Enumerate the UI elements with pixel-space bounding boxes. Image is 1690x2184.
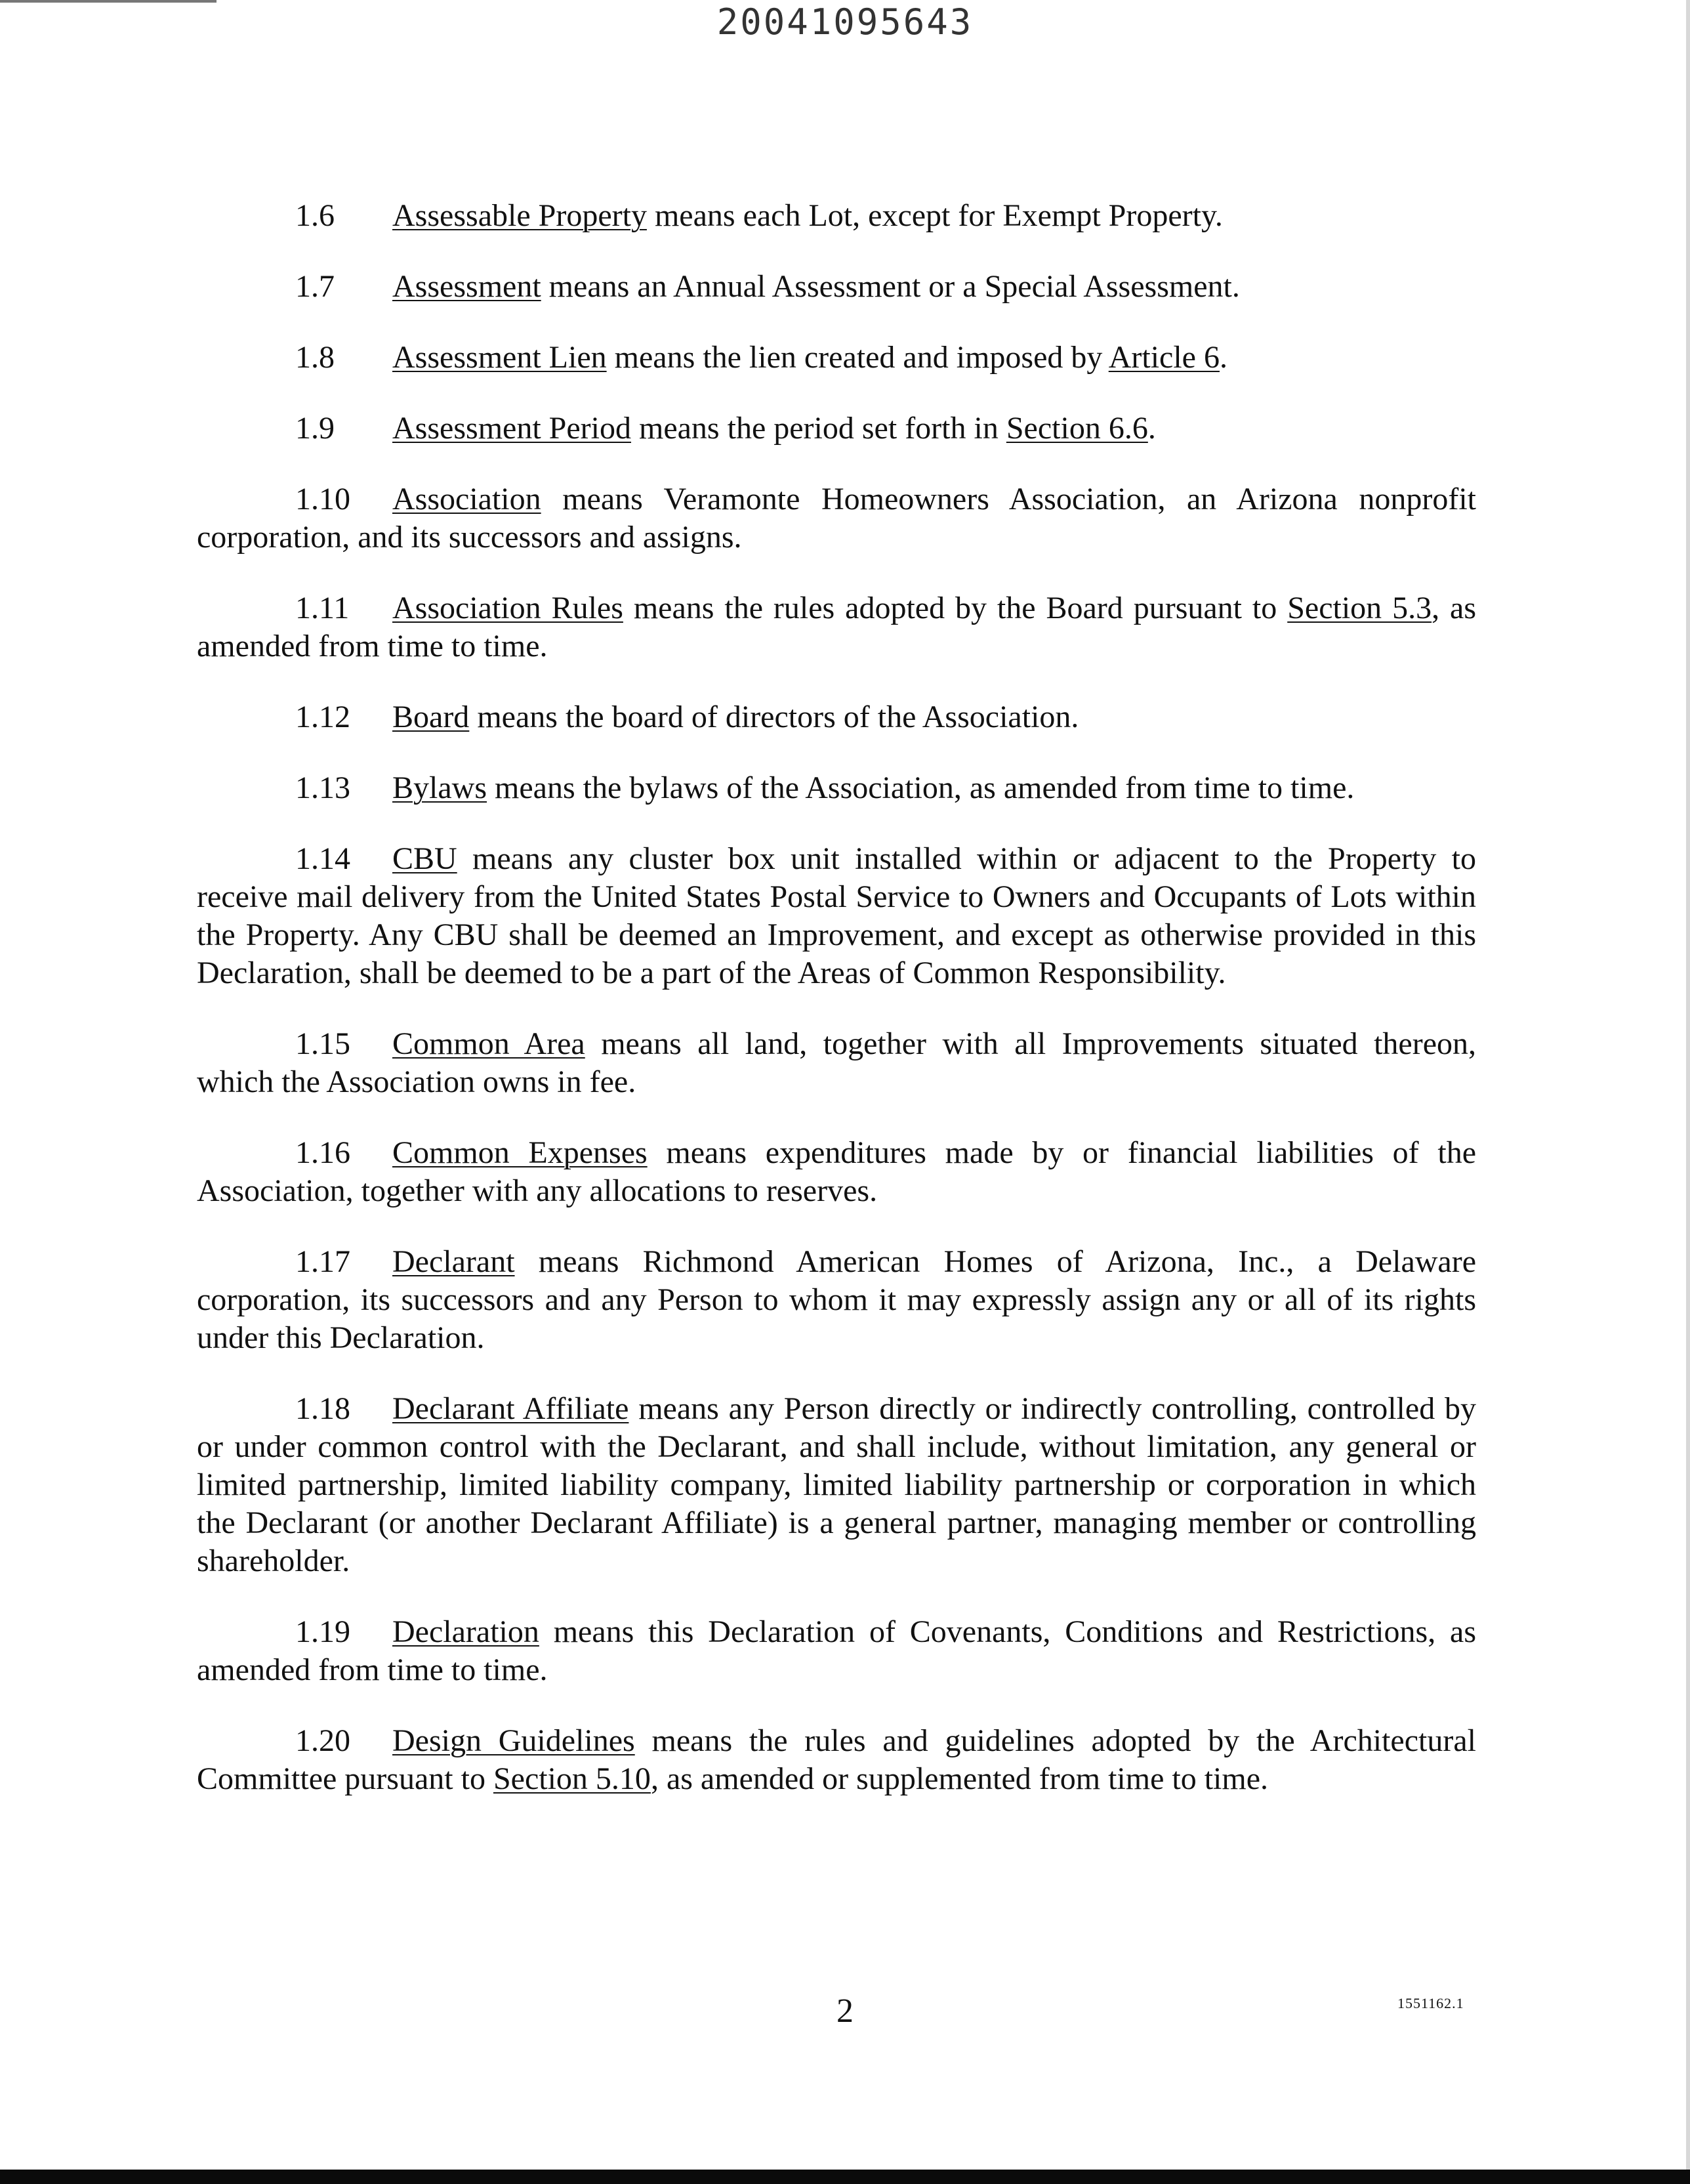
defined-term: Declarant — [392, 1244, 515, 1279]
section-number: 1.6 — [295, 198, 335, 233]
defined-term: Common Expenses — [392, 1135, 648, 1170]
definition-text: means the rules adopted by the Board pursuant to — [623, 591, 1288, 625]
section-number: 1.12 — [295, 700, 350, 734]
cross-reference: Section 6.6 — [1006, 411, 1148, 446]
definition-1-12 — [197, 698, 1476, 736]
definition-1-8 — [197, 339, 1476, 377]
definition-1-17 — [197, 1243, 1476, 1357]
definition-1-15 — [197, 1025, 1476, 1101]
section-number: 1.9 — [295, 411, 335, 446]
definition-1-7 — [197, 268, 1476, 306]
definition-text: means this Declaration of Covenants, Conditions and Restrictions, as amended from time to time. — [197, 1614, 1476, 1687]
page-number: 2 — [836, 1992, 854, 2030]
defined-term: Common Area — [392, 1026, 585, 1061]
section-number: 1.20 — [295, 1723, 350, 1758]
scan-edge-bottom — [0, 2170, 1690, 2184]
definition-1-6 — [197, 197, 1476, 235]
cross-reference: Section 5.3 — [1287, 591, 1432, 625]
section-number: 1.13 — [295, 770, 350, 805]
definition-1-20 — [197, 1722, 1476, 1798]
defined-term: Assessable Property — [392, 198, 647, 233]
cross-reference: Article 6 — [1108, 340, 1220, 375]
definition-1-10 — [197, 480, 1476, 556]
definition-text: , as amended or supplemented from time to time. — [650, 1761, 1269, 1796]
section-number: 1.14 — [295, 841, 350, 876]
definition-text: means expenditures made by or financial liabilities of the Association, together with any allocations to reserves. — [197, 1135, 1476, 1208]
defined-term: Assessment Lien — [392, 340, 607, 375]
definition-1-11 — [197, 589, 1476, 665]
defined-term: Design Guidelines — [392, 1723, 635, 1758]
recording-number: 20041095643 — [716, 1, 974, 43]
definition-text: . — [1147, 411, 1156, 446]
section-number: 1.17 — [295, 1244, 350, 1279]
definition-text: means Veramonte Homeowners Association, an Arizona nonprofit corporation, and its successors and assigns. — [197, 482, 1476, 555]
definition-text: means the period set forth in — [630, 411, 1006, 446]
defined-term: Association Rules — [392, 591, 623, 625]
definition-1-13 — [197, 769, 1476, 807]
defined-term: Declarant Affiliate — [392, 1391, 629, 1426]
scan-edge-right — [1686, 0, 1690, 2184]
definition-text: means the bylaws of the Association, as amended from time to time. — [487, 770, 1355, 805]
defined-term: Assessment — [392, 269, 541, 304]
definition-text: means the board of directors of the Association. — [469, 700, 1079, 734]
definition-1-16 — [197, 1134, 1476, 1210]
definition-text: means the rules and guidelines adopted by the Architectural Committee pursuant to — [197, 1723, 1476, 1796]
defined-term: CBU — [392, 841, 457, 876]
definition-text: means any Person directly or indirectly controlling, controlled by or under common control with the Declarant, and shall include, without limitation, any general or limited partnership, limited liability company, limited liability partnership or corporation in which the Declarant (or another Declarant Affiliate) is a general partner, managing member or controlling shareholder. — [197, 1391, 1477, 1578]
section-number: 1.10 — [295, 482, 350, 516]
section-number: 1.11 — [295, 591, 350, 625]
section-number: 1.18 — [295, 1391, 350, 1426]
definition-1-9 — [197, 410, 1476, 448]
section-number: 1.15 — [295, 1026, 350, 1061]
document-code: 1551162.1 — [1397, 1995, 1464, 2011]
section-number: 1.19 — [295, 1614, 350, 1649]
section-number: 1.8 — [295, 340, 335, 375]
cross-reference: Section 5.10 — [493, 1761, 651, 1796]
section-number: 1.16 — [295, 1135, 350, 1170]
defined-term: Association — [392, 482, 541, 516]
document-body — [197, 197, 1476, 1831]
definition-text: means all land, together with all Improvements situated thereon, which the Association owns in fee. — [197, 1026, 1477, 1099]
definition-1-18 — [197, 1390, 1476, 1580]
definition-text: means an Annual Assessment or a Special Assessment. — [541, 269, 1240, 304]
definition-text: means the lien created and imposed by — [606, 340, 1109, 375]
defined-term: Declaration — [392, 1614, 539, 1649]
defined-term: Bylaws — [392, 770, 487, 805]
definition-text: means each Lot, except for Exempt Property. — [646, 198, 1223, 233]
definition-1-19 — [197, 1613, 1476, 1689]
definition-1-14 — [197, 840, 1476, 992]
section-number: 1.7 — [295, 269, 335, 304]
defined-term: Board — [392, 700, 470, 734]
definition-text: . — [1219, 340, 1227, 375]
definition-text: means any cluster box unit installed within or adjacent to the Property to receive mail delivery from the United States Postal Service to Owners and Occupants of Lots within the Property. Any CBU shall be deemed an Improvement, and except as otherwise provided in this Declaration, shall be deemed to be a part of the Areas of Common Responsibility. — [197, 841, 1476, 990]
definition-text: means Richmond American Homes of Arizona, Inc., a Delaware corporation, its successors and any Person to whom it may expressly assign any or all of its rights under this Declaration. — [197, 1244, 1476, 1355]
definition-text: , as amended from time to time. — [197, 591, 1477, 663]
defined-term: Assessment Period — [392, 411, 631, 446]
